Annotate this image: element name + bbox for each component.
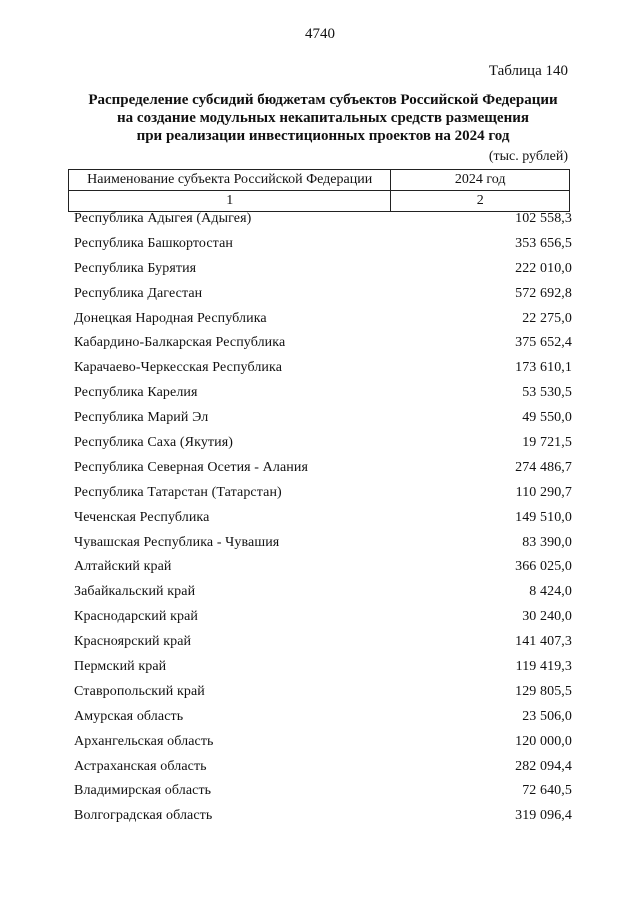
subject-name: Республика Башкортостан <box>74 235 233 251</box>
subsidy-amount: 8 424,0 <box>529 584 572 600</box>
table-row <box>74 584 572 609</box>
subsidy-amount: 282 094,4 <box>515 758 572 774</box>
table-row <box>74 410 572 435</box>
subject-name: Республика Карелия <box>74 385 198 401</box>
subsidy-amount: 274 486,7 <box>515 459 572 475</box>
units-note: (тыс. рублей) <box>488 149 568 164</box>
subject-name: Астраханская область <box>74 758 207 774</box>
table-row <box>74 684 572 709</box>
subsidy-amount: 319 096,4 <box>515 808 572 824</box>
subsidy-amount: 19 721,5 <box>522 435 572 451</box>
subsidy-amount: 366 025,0 <box>515 559 572 575</box>
subsidy-amount: 102 558,3 <box>515 211 572 226</box>
subject-name: Карачаево-Черкесская Республика <box>74 360 283 376</box>
table-row <box>74 510 572 535</box>
table-row <box>74 335 572 360</box>
subsidy-amount: 23 506,0 <box>522 708 572 724</box>
subject-name: Республика Дагестан <box>74 285 203 301</box>
subsidy-amount: 22 275,0 <box>522 310 572 326</box>
table-label: Таблица 140 <box>488 63 568 79</box>
subject-name: Кабардино-Балкарская Республика <box>74 335 286 351</box>
table-row <box>74 559 572 584</box>
subject-name: Республика Марий Эл <box>74 410 209 426</box>
header-number-row <box>69 191 570 212</box>
subject-name: Республика Адыгея (Адыгея) <box>74 211 252 226</box>
subsidy-amount: 353 656,5 <box>515 235 572 251</box>
subsidy-amount: 141 407,3 <box>515 634 572 650</box>
subject-name: Владимирская область <box>74 783 212 799</box>
table-row <box>74 659 572 684</box>
table-header <box>68 169 570 212</box>
header-year: 2024 год <box>391 170 570 191</box>
table-row <box>74 808 572 833</box>
table-row <box>74 385 572 410</box>
subject-name: Амурская область <box>74 708 184 724</box>
subsidy-amount: 129 805,5 <box>515 683 572 699</box>
table-row <box>74 485 572 510</box>
document-title <box>40 91 606 145</box>
header-column-number-2: 2 <box>391 191 570 212</box>
table-row <box>74 734 572 759</box>
subsidy-amount: 83 390,0 <box>522 534 572 550</box>
subsidy-amount: 375 652,4 <box>515 335 572 351</box>
table-row <box>74 535 572 560</box>
subsidy-amount: 119 419,3 <box>515 659 572 675</box>
table-row <box>74 783 572 808</box>
table-row <box>74 261 572 286</box>
subsidy-amount: 72 640,5 <box>522 783 572 799</box>
table-row <box>74 211 572 236</box>
subject-name: Волгоградская область <box>74 808 213 824</box>
subject-name: Республика Северная Осетия - Алания <box>74 459 309 475</box>
table-row <box>74 634 572 659</box>
table-row <box>74 435 572 460</box>
subject-name: Республика Татарстан (Татарстан) <box>74 484 282 500</box>
subject-name: Забайкальский край <box>74 584 196 600</box>
subject-name: Пермский край <box>74 659 167 675</box>
subject-name: Донецкая Народная Республика <box>74 310 267 326</box>
title-line: при реализации инвестиционных проектов на 2024 год <box>136 128 510 144</box>
table-row <box>74 236 572 261</box>
table-row <box>74 709 572 734</box>
subject-name: Республика Саха (Якутия) <box>74 435 234 451</box>
table-row <box>74 460 572 485</box>
subsidy-rows <box>74 211 572 833</box>
subject-name: Алтайский край <box>74 559 172 575</box>
subsidy-amount: 222 010,0 <box>515 260 572 276</box>
subject-name: Краснодарский край <box>74 609 198 625</box>
table-row <box>74 311 572 336</box>
subject-name: Ставропольский край <box>74 683 205 699</box>
header-subject-name: Наименование субъекта Российской Федерации <box>69 170 391 191</box>
table-row <box>74 759 572 784</box>
subject-name: Республика Бурятия <box>74 260 197 276</box>
table-row <box>74 286 572 311</box>
subsidy-amount: 30 240,0 <box>522 609 572 625</box>
subsidy-amount: 149 510,0 <box>515 509 572 525</box>
subject-name: Чувашская Республика - Чувашия <box>74 534 280 550</box>
subsidy-amount: 110 290,7 <box>515 484 572 500</box>
title-line: на создание модульных некапитальных средств размещения <box>117 110 529 126</box>
subject-name: Архангельская область <box>74 733 214 749</box>
subsidy-amount: 49 550,0 <box>522 410 572 426</box>
subject-name: Чеченская Республика <box>74 509 210 525</box>
subject-name: Красноярский край <box>74 634 192 650</box>
title-line: Распределение субсидий бюджетам субъектов Российской Федерации <box>88 92 558 108</box>
header-row <box>69 170 570 191</box>
page-number: 4740 <box>305 26 335 42</box>
subsidy-amount: 120 000,0 <box>515 733 572 749</box>
header-column-number-1: 1 <box>69 191 391 212</box>
subsidy-amount: 173 610,1 <box>515 360 572 376</box>
table-row <box>74 360 572 385</box>
table-row <box>74 609 572 634</box>
subsidy-amount: 53 530,5 <box>522 385 572 401</box>
subsidy-amount: 572 692,8 <box>515 285 572 301</box>
